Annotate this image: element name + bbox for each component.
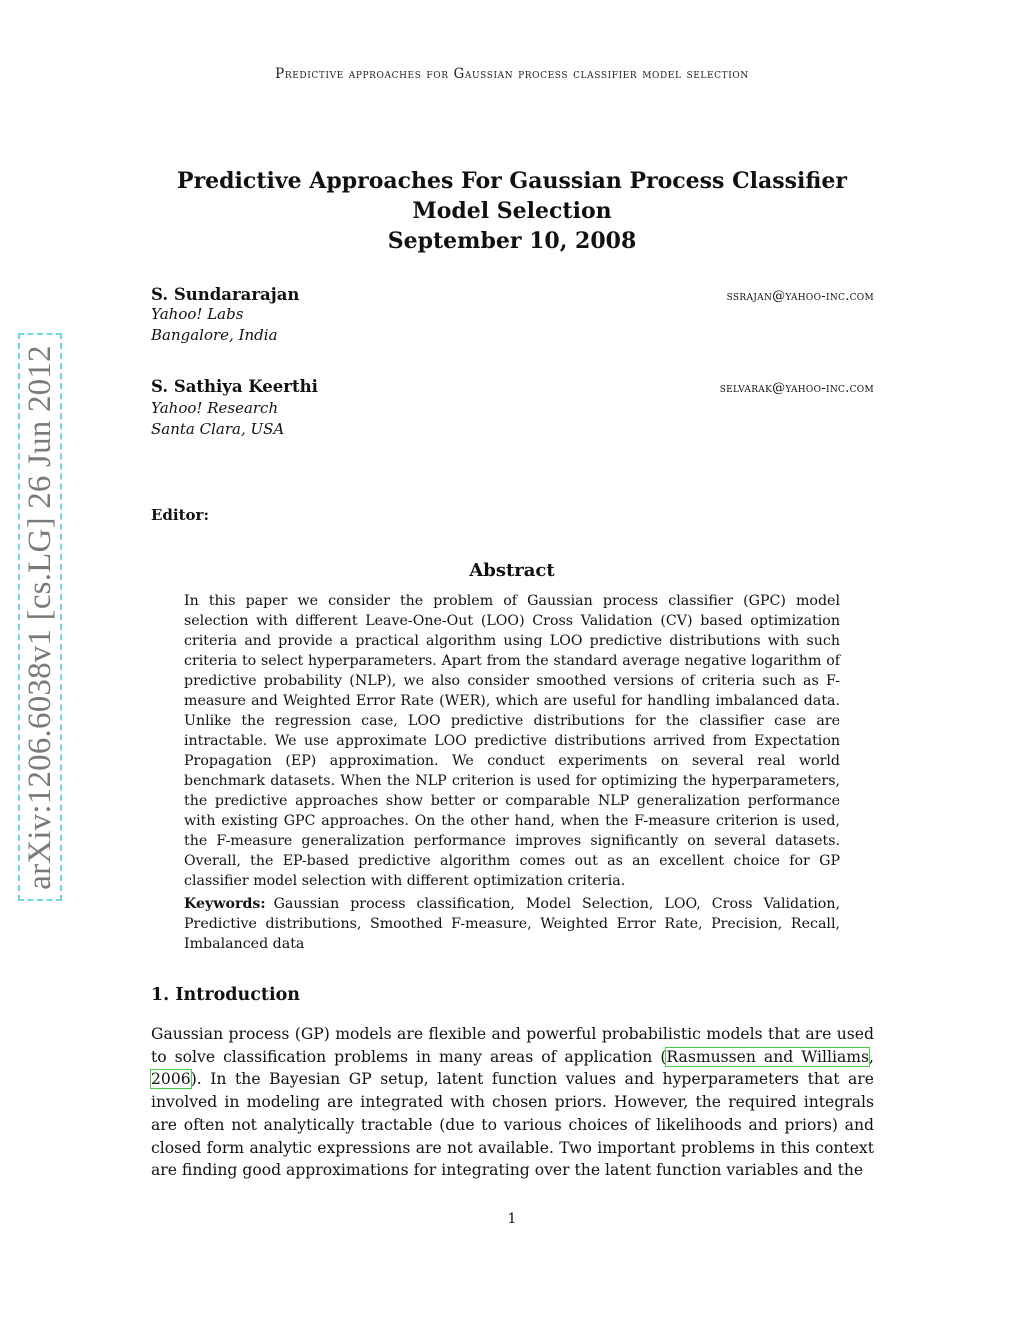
abstract-heading: Abstract: [469, 560, 555, 581]
section-heading-introduction: 1. Introduction: [151, 985, 300, 1005]
author-name: S. Sundararajan: [151, 285, 300, 304]
author-block-1: [151, 285, 874, 346]
paper-title: [150, 166, 874, 256]
title-line-2: Model Selection: [412, 198, 612, 224]
page-number: 1: [507, 1211, 517, 1227]
keywords-text: Gaussian process classification, Model Selection, LOO, Cross Validation, Predictive distributions, Smoothed F-measure, Weighted Error Rate, Precision, Recall, Imbalanced data: [184, 896, 840, 952]
author-affiliation: Yahoo! Research: [151, 399, 279, 417]
author-email[interactable]: selvarak@yahoo-inc.com: [719, 381, 874, 396]
intro-text-part-2: ). In the Bayesian GP setup, latent function values and hyperparameters that are involved in modeling are integrated with chosen priors. However, the required integrals are often not analytically tractable (due to various choices of likelihoods and priors) and closed form analytic expressions are not available. Two important problems in this context are finding good approximations for integrating over the latent function variables and the: [151, 1070, 874, 1180]
editor-label: Editor:: [151, 506, 209, 524]
title-line-1: Predictive Approaches For Gaussian Process Classifier: [177, 168, 847, 194]
author-name: S. Sathiya Keerthi: [151, 377, 318, 396]
citation-link-authors[interactable]: Rasmussen and Williams: [666, 1047, 870, 1066]
citation-link-year[interactable]: 2006: [151, 1070, 191, 1089]
keywords-label: Keywords:: [184, 896, 266, 912]
author-affiliation: Yahoo! Labs: [151, 305, 244, 323]
arxiv-stamp[interactable]: [18, 333, 62, 901]
running-head: Predictive approaches for Gaussian process classifier model selection: [275, 66, 749, 82]
introduction-paragraph: [151, 1023, 874, 1182]
arxiv-stamp-text: arXiv:1206.6038v1 [cs.LG] 26 Jun 2012: [21, 344, 58, 890]
author-email[interactable]: ssrajan@yahoo-inc.com: [726, 289, 874, 304]
intro-text-part-1: Gaussian process (GP) models are flexible and powerful probabilistic models that are used to solve classification problems in many areas of application (: [151, 1025, 874, 1066]
author-location: Santa Clara, USA: [151, 420, 285, 438]
citation-separator: ,: [869, 1047, 874, 1066]
title-date: September 10, 2008: [387, 228, 637, 254]
keywords: [184, 894, 840, 954]
abstract-text: In this paper we consider the problem of Gaussian process classifier (GPC) model selection with different Leave-One-Out (LOO) Cross Validation (CV) based optimization criteria and provide a practical algorithm using LOO predictive distributions with such criteria to select hyperparameters. Apart from the standard average negative logarithm of predictive probability (NLP), we also consider smoothed versions of criteria such as F-measure and Weighted Error Rate (WER), which are useful for handling imbalanced data. Unlike the regression case, LOO predictive distributions for the classifier case are intractable. We use approximate LOO predictive distributions arrived from Expectation Propagation (EP) approximation. We conduct experiments on several real world benchmark datasets. When the NLP criterion is used for optimizing the hyperparameters, the predictive approaches show better or comparable NLP generalization performance with existing GPC approaches. On the other hand, when the F-measure criterion is used, the F-measure generalization performance improves significantly on several datasets. Overall, the EP-based predictive algorithm comes out as an excellent choice for GP classifier model selection with different optimization criteria.: [184, 593, 840, 889]
author-block-2: [151, 377, 874, 440]
author-location: Bangalore, India: [151, 326, 278, 344]
